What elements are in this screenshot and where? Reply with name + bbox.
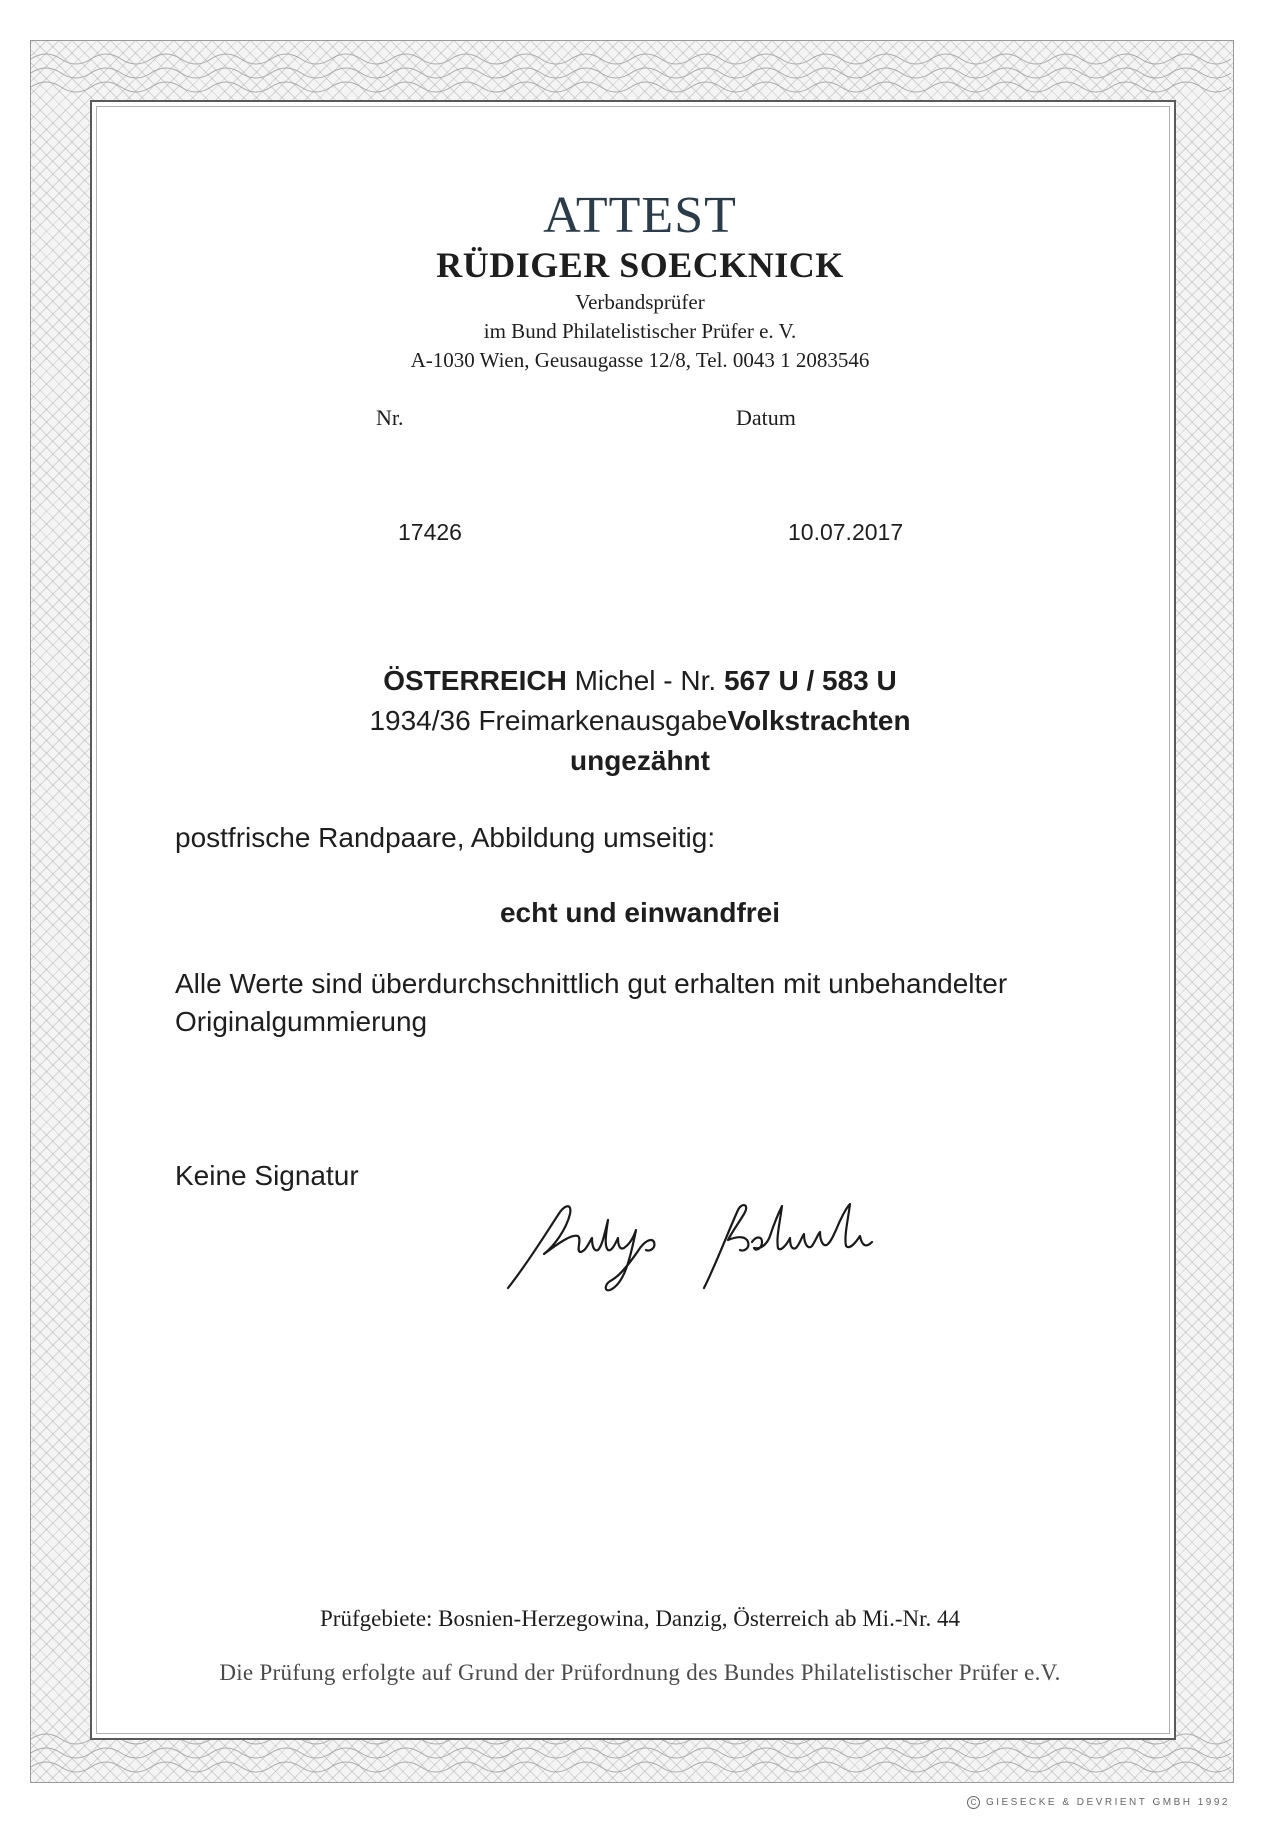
- date-label: Datum: [736, 405, 796, 430]
- examiner-name: RÜDIGER SOECKNICK: [436, 245, 844, 285]
- printer-imprint: [967, 1796, 1230, 1809]
- certificate-title: ATTEST: [543, 187, 737, 244]
- examination-areas: Prüfgebiete: Bosnien-Herzegowina, Danzig, Österreich ab Mi.-Nr. 44: [320, 1606, 960, 1631]
- nr-label: Nr.: [376, 405, 404, 430]
- stamp-country-line: [0, 665, 1280, 697]
- printer-name: GIESECKE & DEVRIENT GMBH 1992: [985, 1797, 1230, 1808]
- copyright-icon: C: [967, 1796, 980, 1809]
- stamp-country: ÖSTERREICH: [383, 665, 567, 696]
- examiner-role: Verbandsprüfer: [575, 290, 705, 314]
- handwritten-signature: [500, 1190, 920, 1300]
- catalog-numbers: 567 U / 583 U: [723, 665, 897, 696]
- stamp-issue: Freimarkenausgabe: [478, 705, 728, 736]
- certificate-date: 10.07.2017: [788, 519, 904, 545]
- stamp-issue-line: [0, 705, 1280, 737]
- condition-line-1: Alle Werte sind überdurchschnittlich gut erhalten mit unbehandelter: [175, 968, 1008, 999]
- verdict: echt und einwandfrei: [499, 897, 781, 928]
- certificate-number: 17426: [398, 519, 462, 545]
- examiner-association: im Bund Philatelistischer Prüfer e. V.: [483, 319, 797, 343]
- catalog-label: Michel - Nr.: [574, 665, 717, 696]
- signature-note: Keine Signatur: [175, 1160, 359, 1191]
- border-wave-top: [31, 49, 1234, 99]
- item-description: postfrische Randpaare, Abbildung umseitig:: [175, 822, 716, 853]
- examiner-address: A-1030 Wien, Geusaugasse 12/8, Tel. 0043 1 2083546: [410, 348, 870, 372]
- stamp-years: 1934/36: [369, 705, 471, 736]
- condition-line-2: Originalgummierung: [175, 1006, 428, 1037]
- examination-rules: Die Prüfung erfolgte auf Grund der Prüfordnung des Bundes Philatelistischer Prüfer e.V.: [219, 1660, 1061, 1685]
- stamp-theme: Volkstrachten: [727, 705, 911, 736]
- stamp-variety: ungezähnt: [570, 745, 710, 776]
